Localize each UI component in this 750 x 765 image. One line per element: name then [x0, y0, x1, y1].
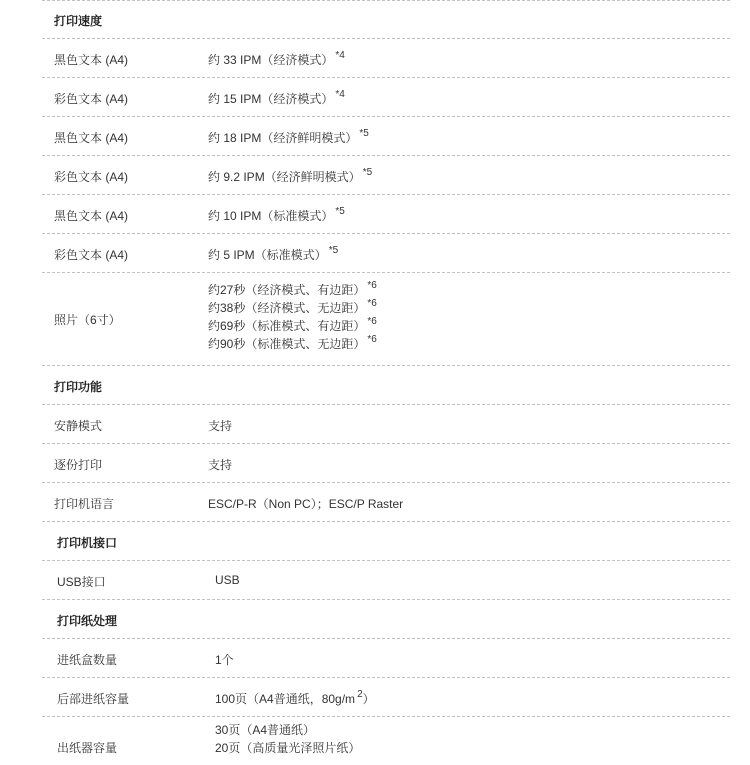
row-value: 约 15 IPM（经济模式） $^{*4}$ [208, 89, 345, 106]
section-title-paper-handling: 打印纸处理 [57, 614, 118, 628]
row-label: 进纸盒数量 [57, 653, 118, 667]
row-value: 约 18 IPM（经济鲜明模式） $^{*5}$ [208, 128, 369, 145]
row-label: USB接口 [57, 575, 106, 589]
footnote-ref: *5 [359, 128, 369, 139]
row-label: 彩色文本 (A4) [54, 248, 129, 262]
table-row [42, 39, 730, 78]
row-value: 约 10 IPM（标准模式） $^{*5}$ [208, 206, 345, 223]
footnote-ref: *4 [335, 89, 345, 100]
section-title-print-speed: 打印速度 [54, 14, 103, 28]
table-row-photo [42, 273, 730, 366]
table-row [42, 405, 730, 444]
table-row [42, 483, 730, 522]
footnote-ref: *6 [367, 316, 377, 327]
footnote-ref: *5 [328, 245, 339, 256]
table-row [42, 639, 730, 678]
row-value: ESC/P-R（Non PC）；ESC/P Raster [208, 497, 404, 511]
section-title-interface: 打印机接口 [57, 536, 118, 550]
row-label: 黑色文本 (A4) [54, 209, 129, 223]
row-value: 支持 [208, 419, 233, 433]
row-value: 约 33 IPM（经济模式） $^{*4}$ [208, 50, 345, 67]
row-value: 支持 [208, 458, 233, 472]
row-label: 出纸器容量 [57, 741, 118, 755]
spec-table [42, 0, 730, 765]
footnote-ref: *5 [335, 206, 345, 217]
section-title-print-features: 打印功能 [54, 380, 103, 394]
section-interface [42, 522, 730, 561]
row-label: 黑色文本 (A4) [54, 131, 129, 145]
row-label: 彩色文本 (A4) [54, 170, 129, 184]
table-row [42, 234, 730, 273]
row-value: 100页（A4普通纸，80g/m $^2$） [215, 689, 375, 706]
row-label: 逐份打印 [54, 458, 103, 472]
row-label: 照片（6寸） [54, 313, 121, 327]
row-label: 黑色文本 (A4) [54, 53, 129, 67]
footnote-ref: *6 [367, 280, 377, 291]
footnote-ref: *6 [367, 298, 377, 309]
section-paper-handling [42, 600, 730, 639]
row-value: 约 9.2 IPM（经济鲜明模式） $^{*5}$ [208, 167, 373, 184]
row-label: 彩色文本 (A4) [54, 92, 129, 106]
row-label: 后部进纸容量 [57, 692, 130, 706]
section-print-features [42, 366, 730, 405]
footnote-ref: *5 [362, 167, 373, 178]
superscript: 2 [357, 689, 363, 700]
row-value: 约27秒（经济模式、有边距） $^{*6}$ 约38秒（经济模式、无边距） $^{*6}$ 约69秒（标准模式、有边距） $^{*6}$ 约90秒（标准模式、无边距） $^{*6}$ [208, 280, 377, 351]
table-row [42, 444, 730, 483]
row-value: 30页（A4普通纸） 20页（高质量光泽照片纸） [215, 723, 361, 755]
row-value: 1个 [215, 653, 234, 667]
footnote-ref: *4 [335, 50, 345, 61]
table-row [42, 561, 730, 600]
footnote-ref: *6 [367, 334, 377, 345]
row-value: 约 5 IPM（标准模式） $^{*5}$ [208, 245, 339, 262]
row-value: USB [215, 573, 240, 587]
table-row [42, 156, 730, 195]
table-row [42, 78, 730, 117]
table-row [42, 117, 730, 156]
row-label: 安静模式 [54, 419, 103, 433]
table-row-output [42, 717, 730, 765]
row-label: 打印机语言 [54, 497, 115, 511]
table-row [42, 195, 730, 234]
section-print-speed [42, 0, 730, 39]
table-row [42, 678, 730, 717]
